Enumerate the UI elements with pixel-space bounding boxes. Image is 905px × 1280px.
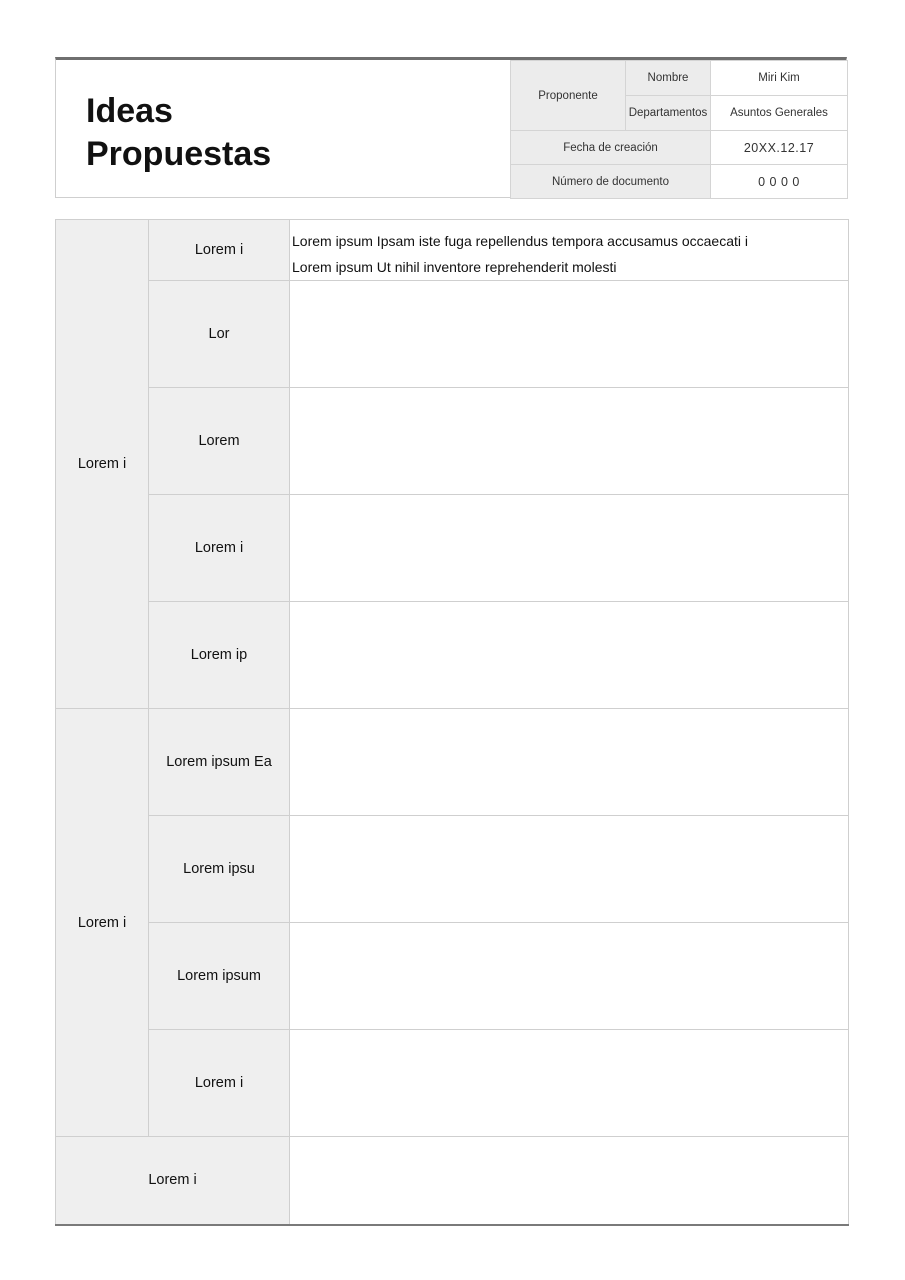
departamentos-label: Departamentos	[626, 96, 711, 131]
table-row	[56, 281, 849, 388]
footer-row-label: Lorem i	[56, 1137, 290, 1225]
row-content[interactable]	[290, 923, 849, 1030]
numero-label: Número de documento	[511, 165, 711, 199]
document-header	[55, 57, 847, 198]
fecha-label: Fecha de creación	[511, 131, 711, 165]
table-row	[56, 816, 849, 923]
row-label: Lorem ip	[149, 602, 290, 709]
row-label: Lorem i	[149, 220, 290, 281]
table-row	[56, 1137, 849, 1225]
row-content[interactable]	[290, 281, 849, 388]
proposal-table	[55, 219, 849, 1226]
table-row	[56, 923, 849, 1030]
page-title	[86, 90, 271, 176]
table-row	[56, 220, 849, 281]
table-row	[56, 709, 849, 816]
content-line: Lorem ipsum Ut nihil inventore reprehenderit molesti	[292, 259, 617, 275]
departamentos-value[interactable]: Asuntos Generales	[711, 96, 848, 131]
row-label: Lorem ipsum Ea	[149, 709, 290, 816]
row-content[interactable]	[290, 602, 849, 709]
table-row	[56, 388, 849, 495]
row-content[interactable]	[290, 388, 849, 495]
row-label: Lor	[149, 281, 290, 388]
title-line-1: Ideas	[86, 92, 173, 130]
row-content[interactable]	[290, 709, 849, 816]
row-content[interactable]	[290, 816, 849, 923]
fecha-value[interactable]: 20XX.12.17	[711, 131, 848, 165]
nombre-value[interactable]: Miri Kim	[711, 61, 848, 96]
row-content[interactable]	[290, 220, 849, 281]
section-label: Lorem i	[56, 709, 149, 1137]
row-label: Lorem ipsu	[149, 816, 290, 923]
row-label: Lorem ipsum	[149, 923, 290, 1030]
table-row	[56, 602, 849, 709]
numero-value[interactable]: 0 0 0 0	[711, 165, 848, 199]
title-line-2: Propuestas	[86, 135, 272, 173]
row-content[interactable]	[290, 1030, 849, 1137]
row-label: Lorem i	[149, 1030, 290, 1137]
footer-row-content[interactable]	[290, 1137, 849, 1225]
proponente-label: Proponente	[511, 61, 626, 131]
nombre-label: Nombre	[626, 61, 711, 96]
row-label: Lorem i	[149, 495, 290, 602]
row-label: Lorem	[149, 388, 290, 495]
row-content[interactable]	[290, 495, 849, 602]
table-row	[56, 1030, 849, 1137]
document-meta-table	[510, 60, 848, 199]
table-row	[56, 495, 849, 602]
content-line: Lorem ipsum Ipsam iste fuga repellendus tempora accusamus occaecati i	[292, 233, 748, 249]
section-label: Lorem i	[56, 220, 149, 709]
